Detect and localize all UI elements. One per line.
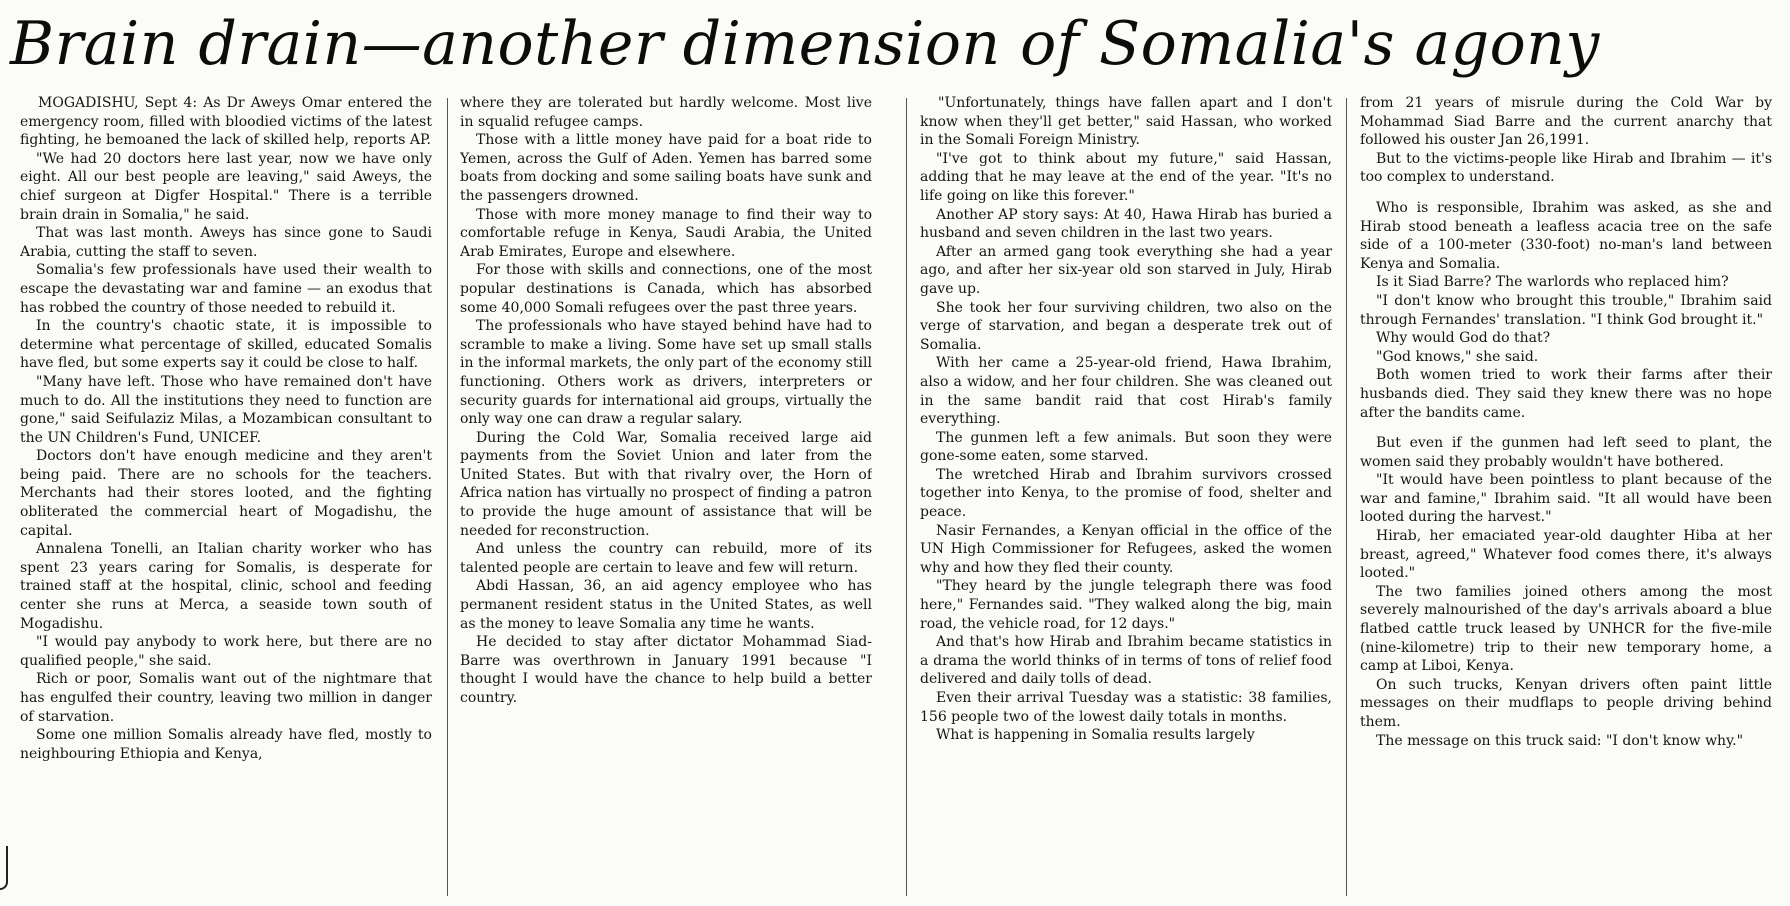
paragraph: "I would pay anybody to work here, but there are no qualified people," she said. [20, 634, 432, 669]
paragraph: He decided to stay after dictator Mohammad Siad-Barre was overthrown in January 1991 because "I thought I would have the chance to help build a better country. [460, 634, 872, 706]
paragraph: During the Cold War, Somalia received large aid payments from the Soviet Union and later from the United States. But with that rivalry over, the Horn of Africa nation has virtually no prospect of finding a patron to provide the huge amount of assistance that will be needed for reconstruction. [460, 429, 872, 539]
paragraph: For those with skills and connections, one of the most popular destinations is Canada, which has absorbed some 40,000 Somali refugees over the past three years. [460, 262, 872, 316]
paragraph: On such trucks, Kenyan drivers often paint little messages on their mudflaps to people driving behind them. [1360, 676, 1772, 730]
paragraph: "We had 20 doctors here last year, now we have only eight. All our best people are leaving," said Aweys, the chief surgeon at Digfer Hospital." There is a terrible brain drain in Somalia," he said. [20, 150, 432, 223]
article-column-1 [20, 94, 432, 900]
paragraph: The two families joined others among the most severely malnourished of the day's arrivals aboard a blue flatbed cattle truck leased by UNHCR for the five-mile (nine-kilometre) trip to their new temporary home, a camp at Liboi, Kenya. [1360, 583, 1772, 675]
article-column-3 [920, 94, 1332, 900]
paragraph: Doctors don't have enough medicine and they aren't being paid. There are no schools for the teachers. Merchants had their stores looted, and the fighting obliterated the commercial heart of Mogadishu, the capital. [20, 448, 432, 539]
paragraph: That was last month. Aweys has since gone to Saudi Arabia, cutting the staff to seven. [20, 225, 432, 260]
paragraph: from 21 years of misrule during the Cold War by Mohammad Siad Barre and the current anarchy that followed his ouster Jan 26,1991. [1360, 95, 1772, 149]
paragraph: Another AP story says: At 40, Hawa Hirab has buried a husband and seven children in the last two years. [920, 206, 1332, 242]
paragraph: After an armed gang took everything she had a year ago, and after her six-year old son starved in July, Hirab gave up. [920, 243, 1332, 297]
article-column-2 [460, 94, 872, 900]
paragraph: "It would have been pointless to plant because of the war and famine," Ibrahim said. "It all would have been looted during the harvest." [1360, 472, 1772, 526]
article-body [20, 94, 1780, 900]
paragraph: Why would God do that? [1376, 330, 1551, 347]
paragraph: Abdi Hassan, 36, an aid agency employee who has permanent resident status in the United States, as well as the money to leave Somalia any time he wants. [460, 578, 872, 632]
paragraph: "I don't know who brought this trouble," Ibrahim said through Fernandes' translation. "I think God brought it." [1360, 292, 1772, 328]
paragraph: Even their arrival Tuesday was a statistic: 38 families, 156 people two of the lowest daily totals in months. [920, 690, 1332, 725]
headline: Brain drain—another dimension of Somalia's agony [10, 9, 1600, 79]
paragraph: She took her four surviving children, two also on the verge of starvation, and began a desperate trek out of Somalia. [920, 299, 1332, 353]
paragraph: "They heard by the jungle telegraph there was food here," Fernandes said. "They walked along the big, main road, the vehicle road, for 12 days." [920, 578, 1332, 632]
paragraph: What is happening in Somalia results largely [936, 727, 1255, 744]
paragraph: With her came a 25-year-old friend, Hawa Ibrahim, also a widow, and her four children. She was cleaned out in the same bandit raid that cost Hirab's family everything. [920, 355, 1332, 428]
paragraph: And unless the country can rebuild, more of its talented people are certain to leave and few will return. [460, 541, 872, 576]
paragraph: The wretched Hirab and Ibrahim survivors crossed together into Kenya, to the promise of food, shelter and peace. [920, 466, 1332, 521]
paragraph: Who is responsible, Ibrahim was asked, as she and Hirab stood beneath a leafless acacia tree on the safe side of a 100-meter (330-foot) no-man's land between Kenya and Somalia. [1360, 199, 1772, 272]
paragraph: "God knows," she said. [1376, 348, 1539, 365]
paragraph: "Unfortunately, things have fallen apart and I don't know when they'll get better," said Hassan, who worked in the Somali Foreign Ministry. [920, 95, 1332, 149]
paragraph: "I've got to think about my future," said Hassan, adding that he may leave at the end of the year. "It's no life going on like this forever." [920, 150, 1332, 204]
paragraph: In the country's chaotic state, it is impossible to determine what percentage of skilled, educated Somalis have fled, but some experts say it could be close to half. [20, 318, 432, 372]
paragraph: Nasir Fernandes, a Kenyan official in the office of the UN High Commissioner for Refugees, asked the women why and how they fled their county. [920, 522, 1332, 576]
paragraph: where they are tolerated but hardly welcome. Most live in squalid refugee camps. [460, 95, 872, 130]
paragraph: Annalena Tonelli, an Italian charity worker who has spent 23 years caring for Somalis, is desperate for trained staff at the hospital, clinic, school and feeding center she runs at Merca, a seaside town south of Mogadishu. [20, 541, 432, 632]
paragraph: MOGADISHU, Sept 4: As Dr Aweys Omar entered the emergency room, filled with bloodied victims of the latest fighting, he bemoaned the lack of skilled help, reports AP. [20, 95, 432, 149]
paragraph: Those with more money manage to find their way to comfortable refuge in Kenya, Saudi Arabia, the United Arab Emirates, Europe and elsewhere. [460, 206, 872, 260]
paragraph: Both women tried to work their farms after their husbands died. They said they knew there was no hope after the bandits came. [1360, 367, 1772, 421]
paragraph: Some one million Somalis already have fled, mostly to neighbouring Ethiopia and Kenya, [20, 727, 432, 762]
article-column-4 [1360, 94, 1772, 900]
paragraph: But even if the gunmen had left seed to plant, the women said they probably wouldn't have bothered. [1360, 435, 1772, 470]
paragraph: Those with a little money have paid for a boat ride to Yemen, across the Gulf of Aden. Yemen has barred some boats from docking and some sailing boats have sunk and the passengers drowned. [460, 132, 872, 204]
paragraph: Rich or poor, Somalis want out of the nightmare that has engulfed their country, leaving two million in danger of starvation. [20, 671, 432, 725]
paragraph: And that's how Hirab and Ibrahim became statistics in a drama the world thinks of in terms of tons of relief food delivered and daily tolls of dead. [920, 634, 1332, 688]
paragraph: The professionals who have stayed behind have had to scramble to make a living. Some have set up small stalls in the informal markets, the only part of the economy still functioning. Others work as drivers, interpreters or security guards for international aid groups, virtually the only way one can draw a regular salary. [460, 318, 872, 428]
paragraph: Somalia's few professionals have used their wealth to escape the devastating war and famine — an exodus that has robbed the country of those needed to rebuild it. [20, 262, 432, 316]
paragraph: The gunmen left a few animals. But soon they were gone-some eaten, some starved. [920, 429, 1332, 465]
paragraph: Is it Siad Barre? The warlords who replaced him? [1376, 274, 1729, 291]
paragraph: Hirab, her emaciated year-old daughter Hiba at her breast, agreed," Whatever food comes there, it's always looted." [1360, 528, 1772, 582]
paragraph: "Many have left. Those who have remained don't have much to do. All the institutions they need to function are gone," said Seifulaziz Milas, a Mozambican consultant to the UN Children's Fund, UNICEF. [20, 373, 432, 446]
paragraph: But to the victims-people like Hirab and Ibrahim — it's too complex to understand. [1360, 150, 1772, 186]
column-bracket-mark [0, 846, 8, 890]
paragraph: The message on this truck said: "I don't know why." [1376, 732, 1744, 749]
